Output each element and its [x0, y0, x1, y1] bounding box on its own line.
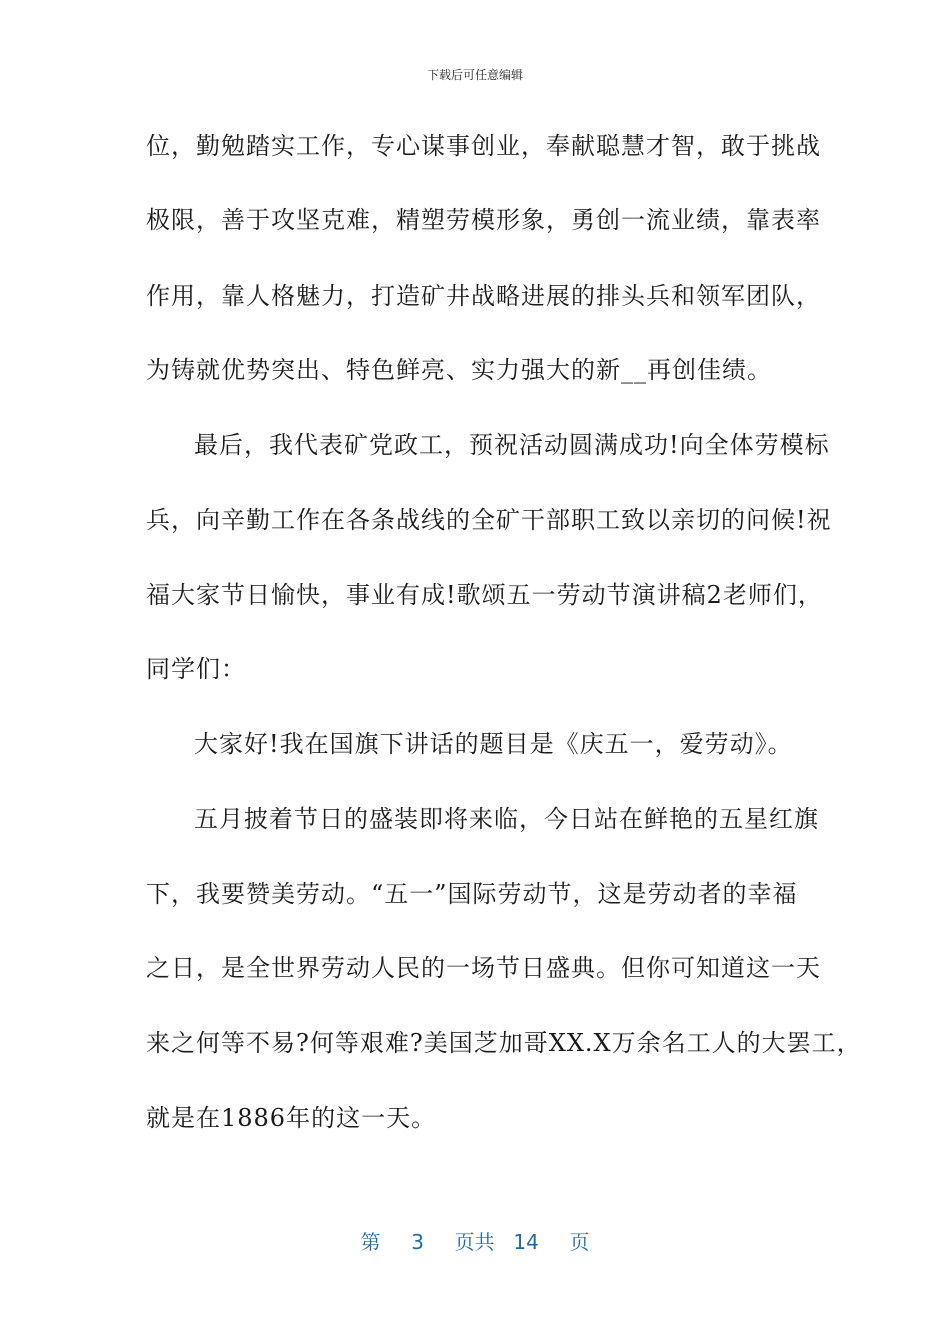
text-line: 下，我要赞美劳动。“五一”国际劳动节，这是劳动者的幸福: [146, 880, 798, 908]
text-line: 为铸就优势突出、特色鲜亮、实力强大的新__再创佳绩。: [146, 356, 772, 384]
text-line: 福大家节日愉快，事业有成!歌颂五一劳动节演讲稿2老师们，: [146, 581, 823, 609]
footer-suffix: 页: [569, 1230, 590, 1254]
paragraph-start-line: 五月披着节日的盛装即将来临，今日站在鲜艳的五星红旗: [194, 805, 819, 833]
paragraph-start-line: 大家好!我在国旗下讲话的题目是《庆五一，爱劳动》。: [194, 730, 793, 758]
text-line: 来之何等不易?何等艰难?美国芝加哥XX.X万余名工人的大罢工，: [146, 1029, 862, 1057]
footer-middle: 页共: [454, 1230, 495, 1254]
text-line: 同学们：: [146, 655, 246, 683]
page-footer: [0, 1226, 950, 1255]
text-line: 极限，善于攻坚克难，精塑劳模形象，勇创一流业绩，靠表率: [146, 206, 821, 234]
footer-total-pages: 14: [513, 1230, 539, 1254]
footer-prefix: 第: [360, 1230, 381, 1254]
paragraph-start-line: 最后，我代表矿党政工，预祝活动圆满成功!向全体劳模标: [194, 431, 830, 459]
text-line: 位，勤勉踏实工作，专心谋事创业，奉献聪慧才智，敢于挑战: [146, 132, 821, 160]
header-note: 下载后可任意编辑: [426, 68, 523, 82]
text-line: 作用，靠人格魅力，打造矿井战略进展的排头兵和领军团队，: [146, 282, 821, 310]
text-line: 之日，是全世界劳动人民的一场节日盛典。但你可知道这一天: [146, 954, 821, 982]
footer-page-number: 3: [411, 1230, 424, 1254]
text-line: 兵，向辛勤工作在各条战线的全矿干部职工致以亲切的问候!祝: [146, 506, 832, 534]
text-line: 就是在1886年的这一天。: [146, 1104, 437, 1132]
